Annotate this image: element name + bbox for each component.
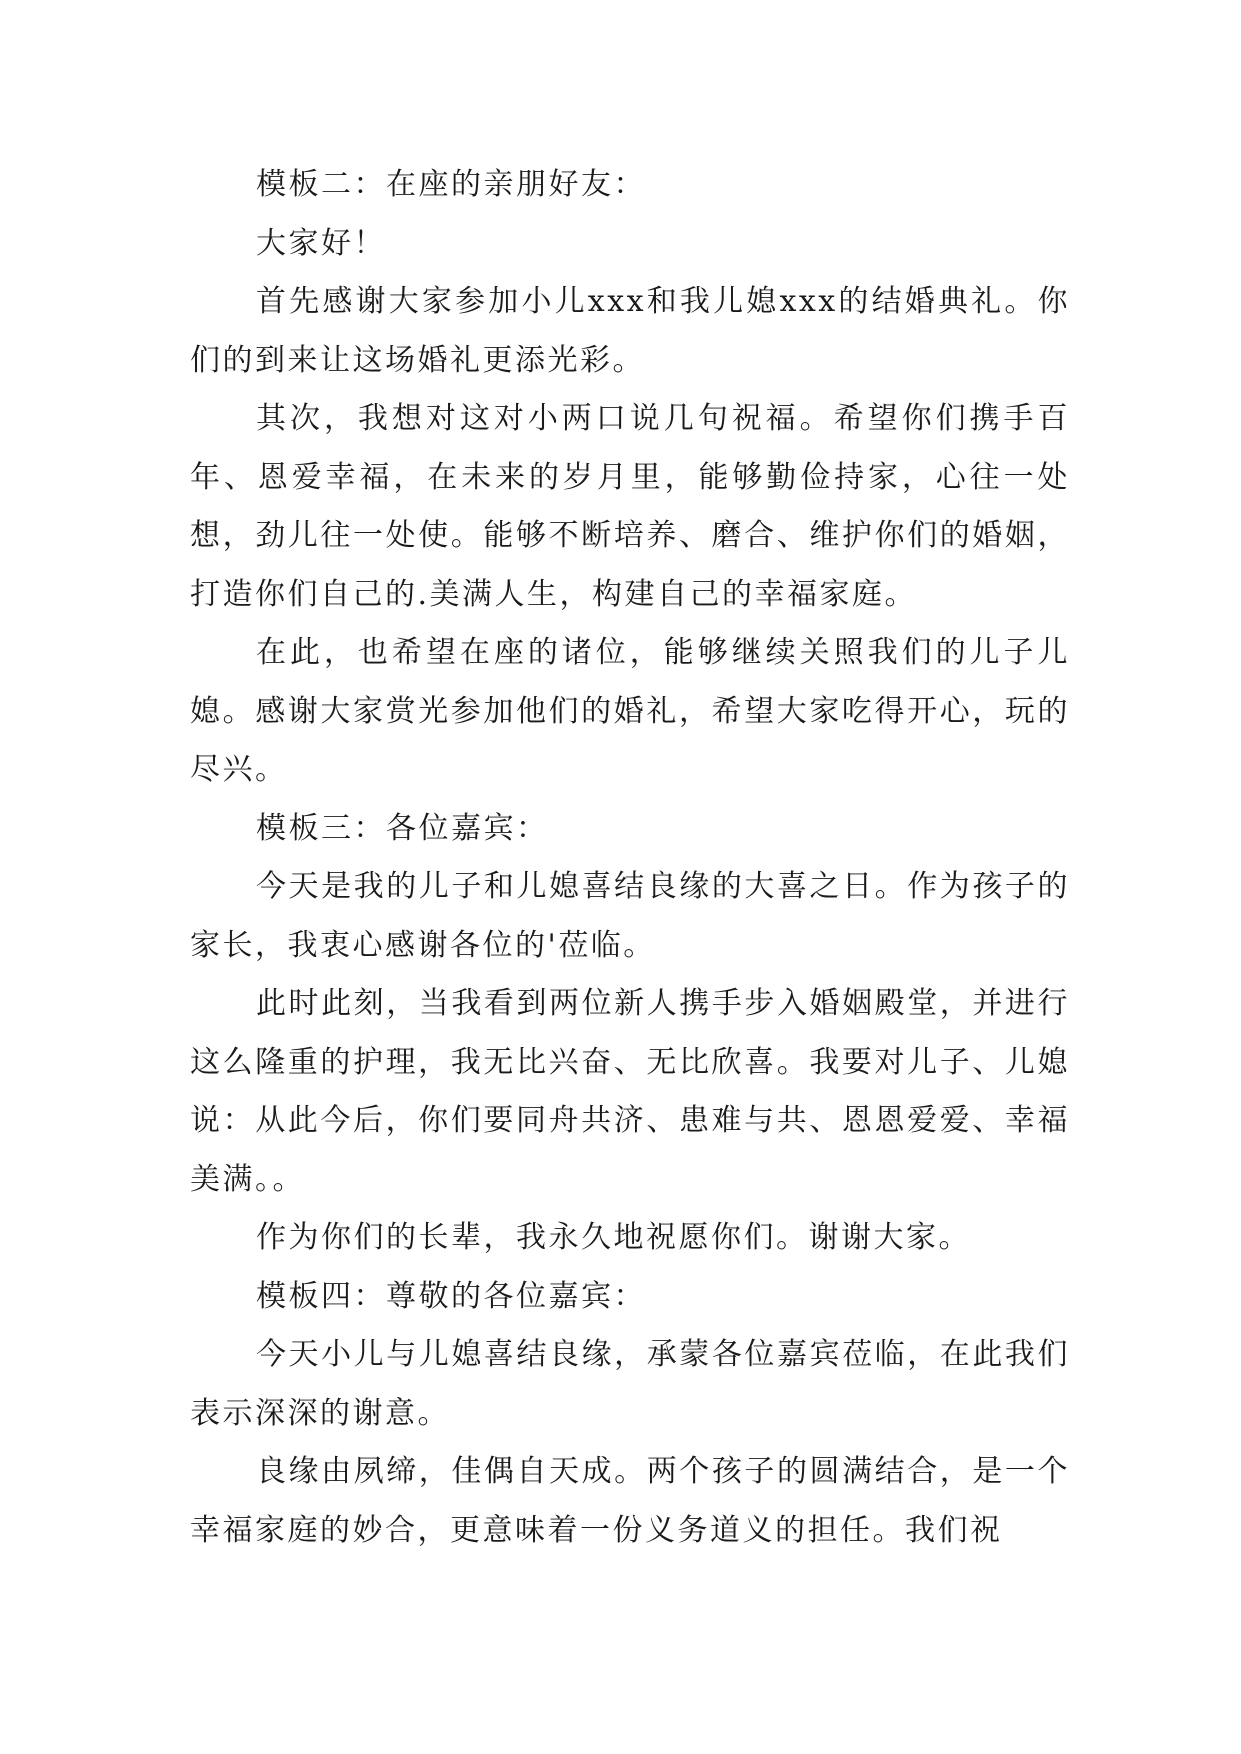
paragraph-12: 良缘由夙缔，佳偶自天成。两个孩子的圆满结合，是一个幸福家庭的妙合，更意味着一份义务道义的担任。我们祝 bbox=[190, 1454, 1070, 1548]
paragraph-10: 模板四：尊敬的各位嘉宾： bbox=[256, 1278, 646, 1314]
paragraph-2: 大家好！ bbox=[256, 225, 386, 261]
paragraph-5: 在此，也希望在座的诸位，能够继续关照我们的儿子儿媳。感谢大家赏光参加他们的婚礼，希望大家吃得开心，玩的尽兴。 bbox=[190, 635, 1070, 787]
paragraph-8: 此时此刻，当我看到两位新人携手步入婚姻殿堂，并进行这么隆重的护理，我无比兴奋、无比欣喜。我要对儿子、儿媳说：从此今后，你们要同舟共济、患难与共、恩恩爱爱、幸福美满。。 bbox=[190, 986, 1070, 1197]
document-body bbox=[190, 156, 1070, 1560]
paragraph-3: 首先感谢大家参加小儿xxx和我儿媳xxx的结婚典礼。你们的到来让这场婚礼更添光彩。 bbox=[190, 284, 1070, 378]
paragraph-9: 作为你们的长辈，我永久地祝愿你们。谢谢大家。 bbox=[256, 1220, 971, 1255]
paragraph-11: 今天小儿与儿媳喜结良缘，承蒙各位嘉宾莅临，在此我们表示深深的谢意。 bbox=[190, 1337, 1070, 1431]
paragraph-7: 今天是我的儿子和儿媳喜结良缘的大喜之日。作为孩子的家长，我衷心感谢各位的'莅临。 bbox=[190, 869, 1070, 963]
paragraph-4: 其次，我想对这对小两口说几句祝福。希望你们携手百年、恩爱幸福，在未来的岁月里，能够勤俭持家，心往一处想，劲儿往一处使。能够不断培养、磨合、维护你们的婚姻，打造你们自己的.美满人生，构建自己的幸福家庭。 bbox=[190, 401, 1070, 612]
paragraph-1: 模板二：在座的亲朋好友： bbox=[256, 167, 646, 202]
paragraph-6: 模板三：各位嘉宾： bbox=[256, 810, 549, 846]
